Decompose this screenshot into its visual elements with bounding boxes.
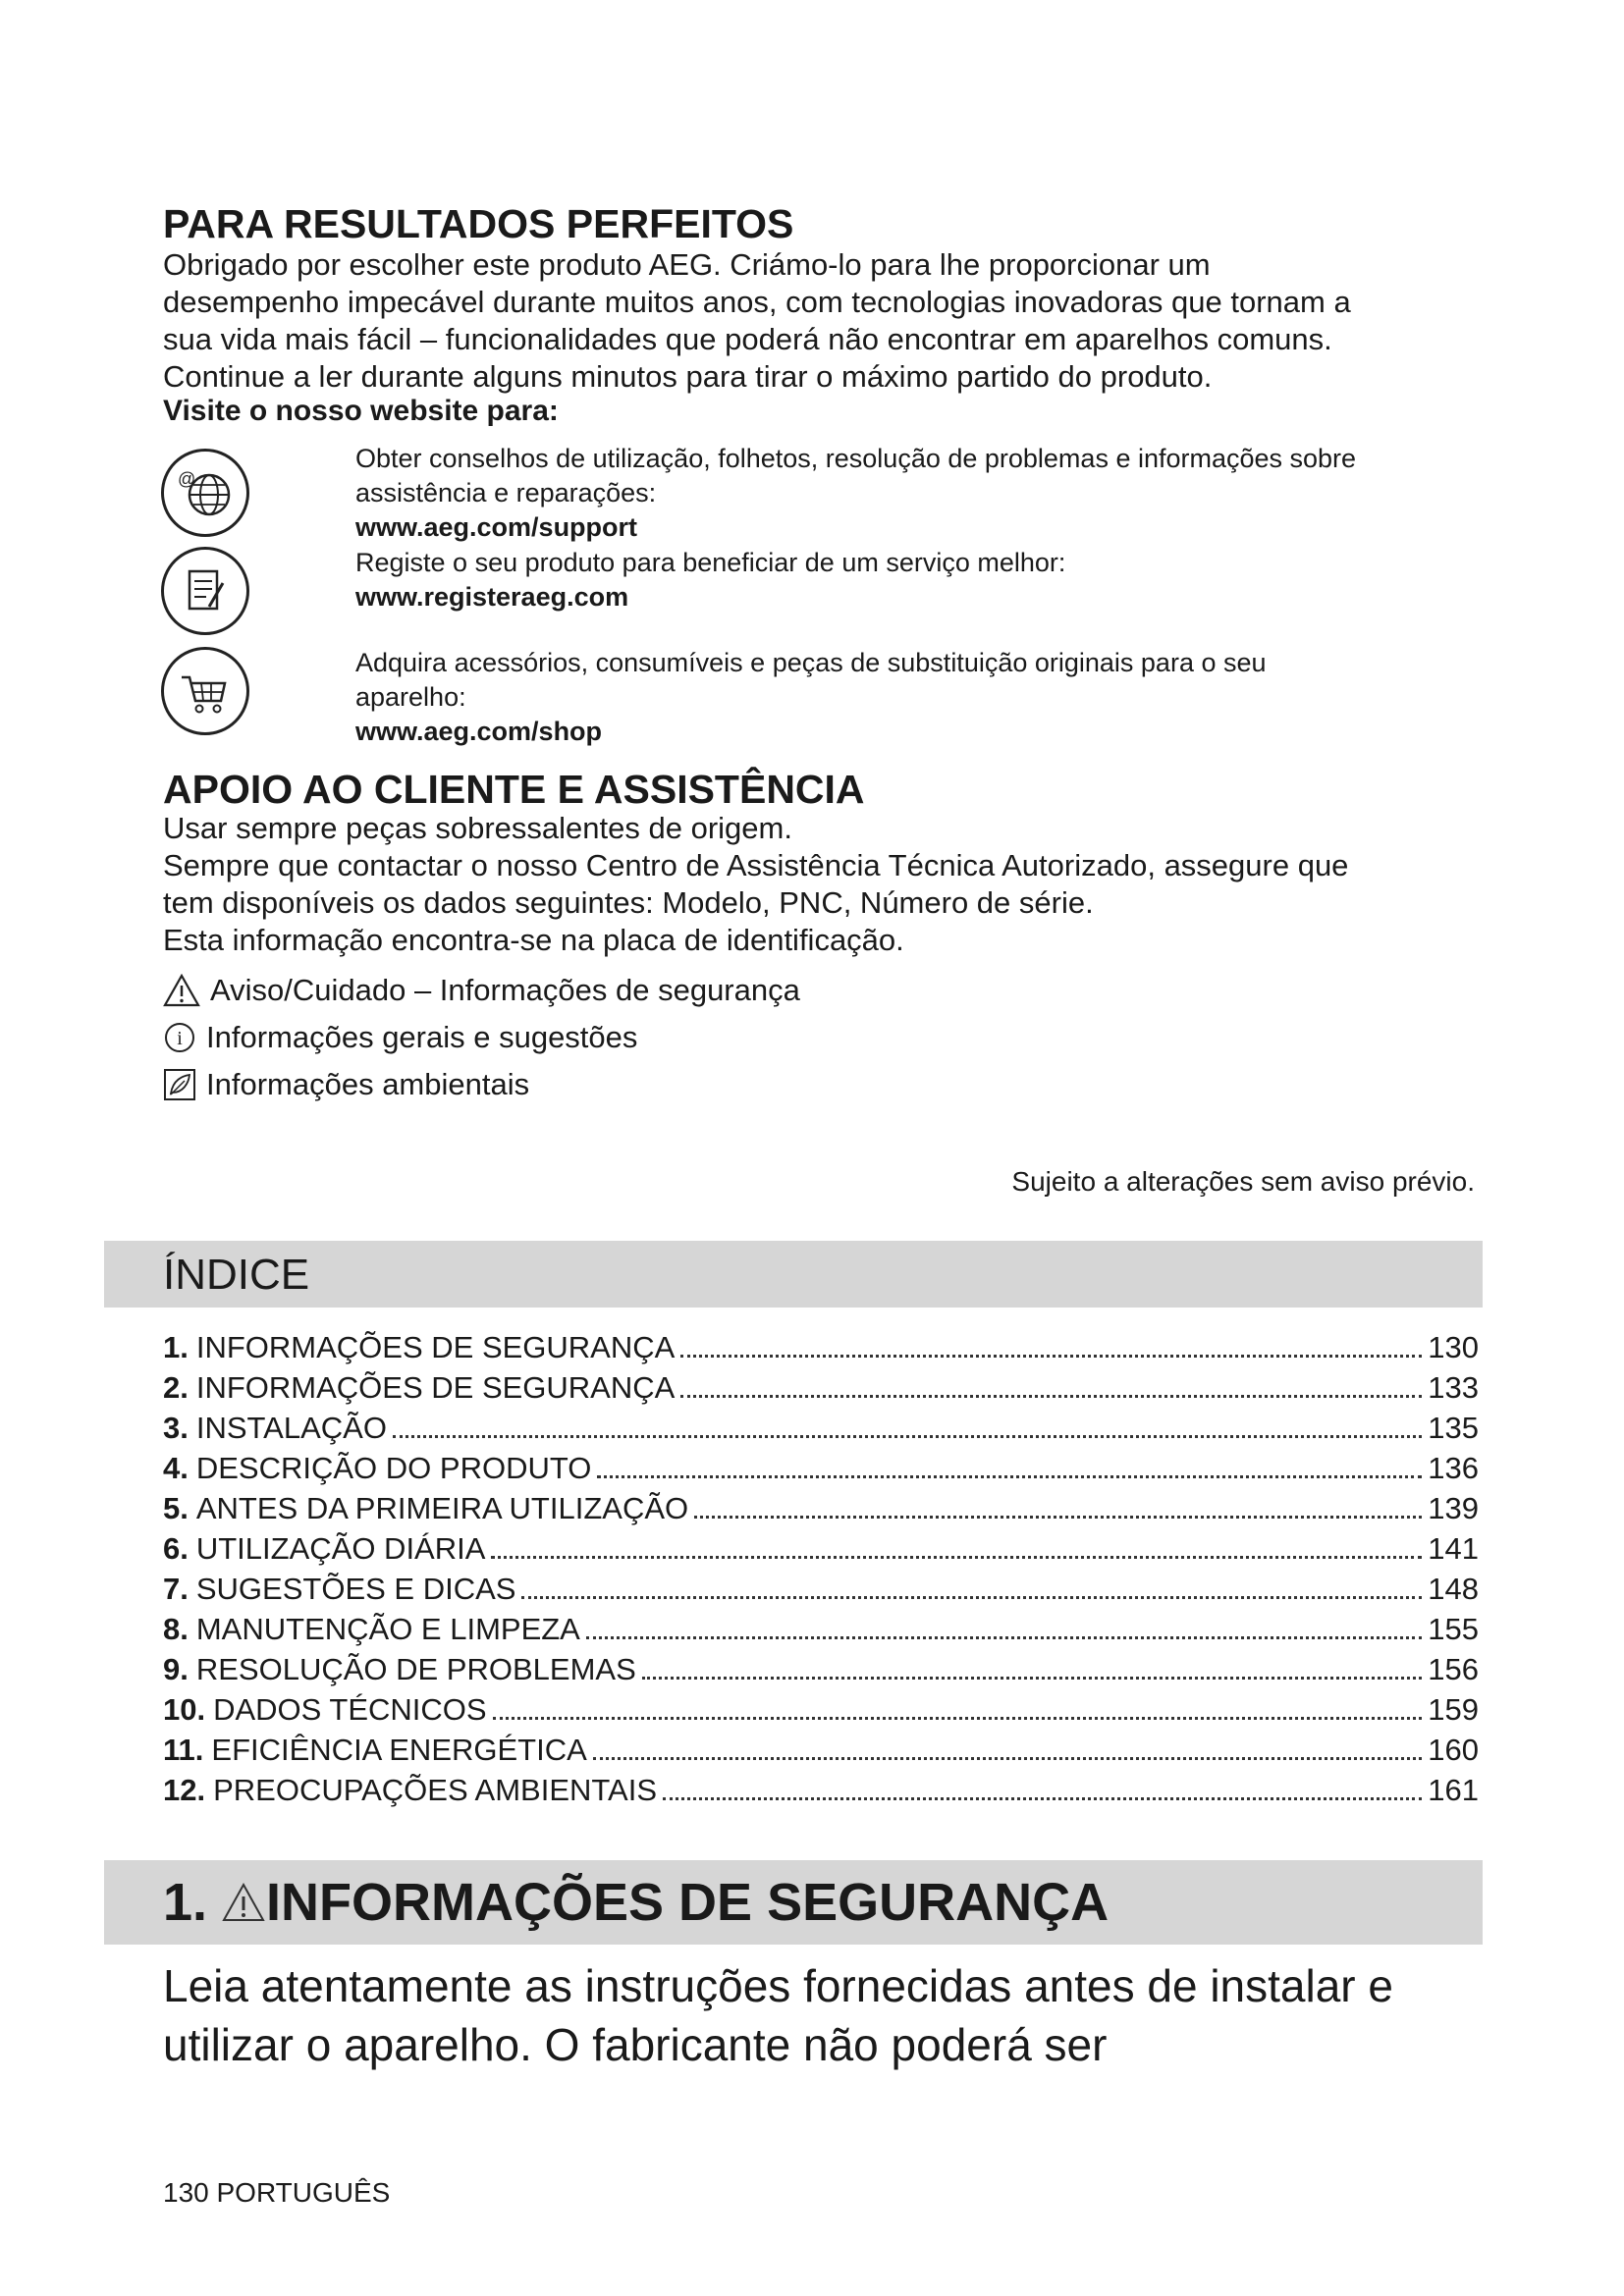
- chapter-title-text: INFORMAÇÕES DE SEGURANÇA: [266, 1873, 1110, 1932]
- legend-row-environment: [163, 1061, 800, 1108]
- toc-entry[interactable]: 4. DESCRIÇÃO DO PRODUTO 136: [163, 1451, 1479, 1485]
- toc-entry[interactable]: 5. ANTES DA PRIMEIRA UTILIZAÇÃO 139: [163, 1491, 1479, 1525]
- chapter-title: [163, 1872, 1109, 1933]
- subject-to-change-notice: Sujeito a alterações sem aviso prévio.: [1011, 1166, 1475, 1197]
- chapter-intro-line: utilizar o aparelho. O fabricante não poderá ser: [163, 2019, 1108, 2070]
- item-text-line: Registe o seu produto para beneficiar de um serviço melhor:: [355, 548, 1066, 577]
- support-paragraph: [163, 810, 1479, 959]
- toc-entry[interactable]: 1. INFORMAÇÕES DE SEGURANÇA 130: [163, 1330, 1479, 1364]
- intro-line: desempenho impecável durante muitos anos, com tecnologias inovadoras que tornam a: [163, 285, 1351, 319]
- symbol-legend: [163, 967, 800, 1108]
- legend-row-info: [163, 1014, 800, 1061]
- section-title-perfect-results: PARA RESULTADOS PERFEITOS: [163, 201, 794, 246]
- intro-line: sua vida mais fácil – funcionalidades que poderá não encontrar em aparelhos comuns.: [163, 322, 1332, 356]
- globe-icon: [161, 449, 249, 537]
- item-text-line: Adquira acessórios, consumíveis e peças de substituição originais para o seu: [355, 648, 1267, 677]
- info-circle-icon: [163, 1021, 196, 1054]
- intro-paragraph: [163, 246, 1479, 396]
- item-text-line: Obter conselhos de utilização, folhetos, resolução de problemas e informações sobre: [355, 444, 1357, 473]
- website-item-support: [355, 442, 1485, 545]
- index-header-bar: [104, 1241, 1483, 1308]
- support-url-link[interactable]: www.aeg.com/support: [355, 512, 638, 542]
- toc-entry[interactable]: 7. SUGESTÕES E DICAS 148: [163, 1572, 1479, 1606]
- support-line: tem disponíveis os dados seguintes: Modelo, PNC, Número de série.: [163, 885, 1094, 920]
- index-title: ÍNDICE: [163, 1251, 310, 1299]
- page-footer-label: 130 PORTUGUÊS: [163, 2177, 391, 2208]
- shop-url-link[interactable]: www.aeg.com/shop: [355, 717, 603, 746]
- website-item-register: [355, 546, 1485, 614]
- chapter-number: 1.: [163, 1873, 208, 1932]
- warning-triangle-icon: [163, 974, 200, 1007]
- item-text-line: assistência e reparações:: [355, 478, 657, 507]
- chapter-intro-line: Leia atentamente as instruções fornecidas antes de instalar e: [163, 1960, 1393, 2011]
- support-line: Sempre que contactar o nosso Centro de Assistência Técnica Autorizado, assegure que: [163, 848, 1349, 882]
- support-line: Usar sempre peças sobressalentes de origem.: [163, 811, 792, 845]
- toc-entry[interactable]: 6. UTILIZAÇÃO DIÁRIA 141: [163, 1531, 1479, 1566]
- toc-entry[interactable]: 9. RESOLUÇÃO DE PROBLEMAS 156: [163, 1652, 1479, 1686]
- chapter-intro: [163, 1956, 1498, 2074]
- legend-info-text: Informações gerais e sugestões: [206, 1020, 638, 1054]
- section-title-customer-support: APOIO AO CLIENTE E ASSISTÊNCIA: [163, 767, 865, 812]
- chapter-header-bar: [104, 1860, 1483, 1945]
- shopping-cart-icon: [161, 647, 249, 735]
- toc-entry[interactable]: 12. PREOCUPAÇÕES AMBIENTAIS 161: [163, 1773, 1479, 1807]
- visit-website-label: Visite o nosso website para:: [163, 395, 559, 427]
- support-line: Esta informação encontra-se na placa de identificação.: [163, 923, 904, 957]
- toc-entry[interactable]: 11. EFICIÊNCIA ENERGÉTICA 160: [163, 1733, 1479, 1767]
- intro-line: Obrigado por escolher este produto AEG. Criámo-lo para lhe proporcionar um: [163, 247, 1211, 282]
- toc-entry[interactable]: 10. DADOS TÉCNICOS 159: [163, 1692, 1479, 1727]
- intro-line: Continue a ler durante alguns minutos para tirar o máximo partido do produto.: [163, 359, 1213, 394]
- toc-entry[interactable]: 8. MANUTENÇÃO E LIMPEZA 155: [163, 1612, 1479, 1646]
- website-item-shop: [355, 646, 1485, 749]
- svg-text:i: i: [177, 1028, 183, 1049]
- legend-row-warning: [163, 967, 800, 1014]
- warning-triangle-icon: [221, 1882, 266, 1923]
- legend-environment-text: Informações ambientais: [206, 1067, 530, 1101]
- register-icon: [161, 547, 249, 635]
- legend-warning-text: Aviso/Cuidado – Informações de segurança: [210, 973, 800, 1007]
- register-url-link[interactable]: www.registeraeg.com: [355, 582, 629, 612]
- item-text-line: aparelho:: [355, 682, 466, 712]
- leaf-icon: [163, 1068, 196, 1101]
- toc-entry[interactable]: 2. INFORMAÇÕES DE SEGURANÇA 133: [163, 1370, 1479, 1405]
- toc-entry[interactable]: 3. INSTALAÇÃO 135: [163, 1411, 1479, 1445]
- table-of-contents: [163, 1327, 1479, 1810]
- svg-text:@: @: [178, 469, 196, 489]
